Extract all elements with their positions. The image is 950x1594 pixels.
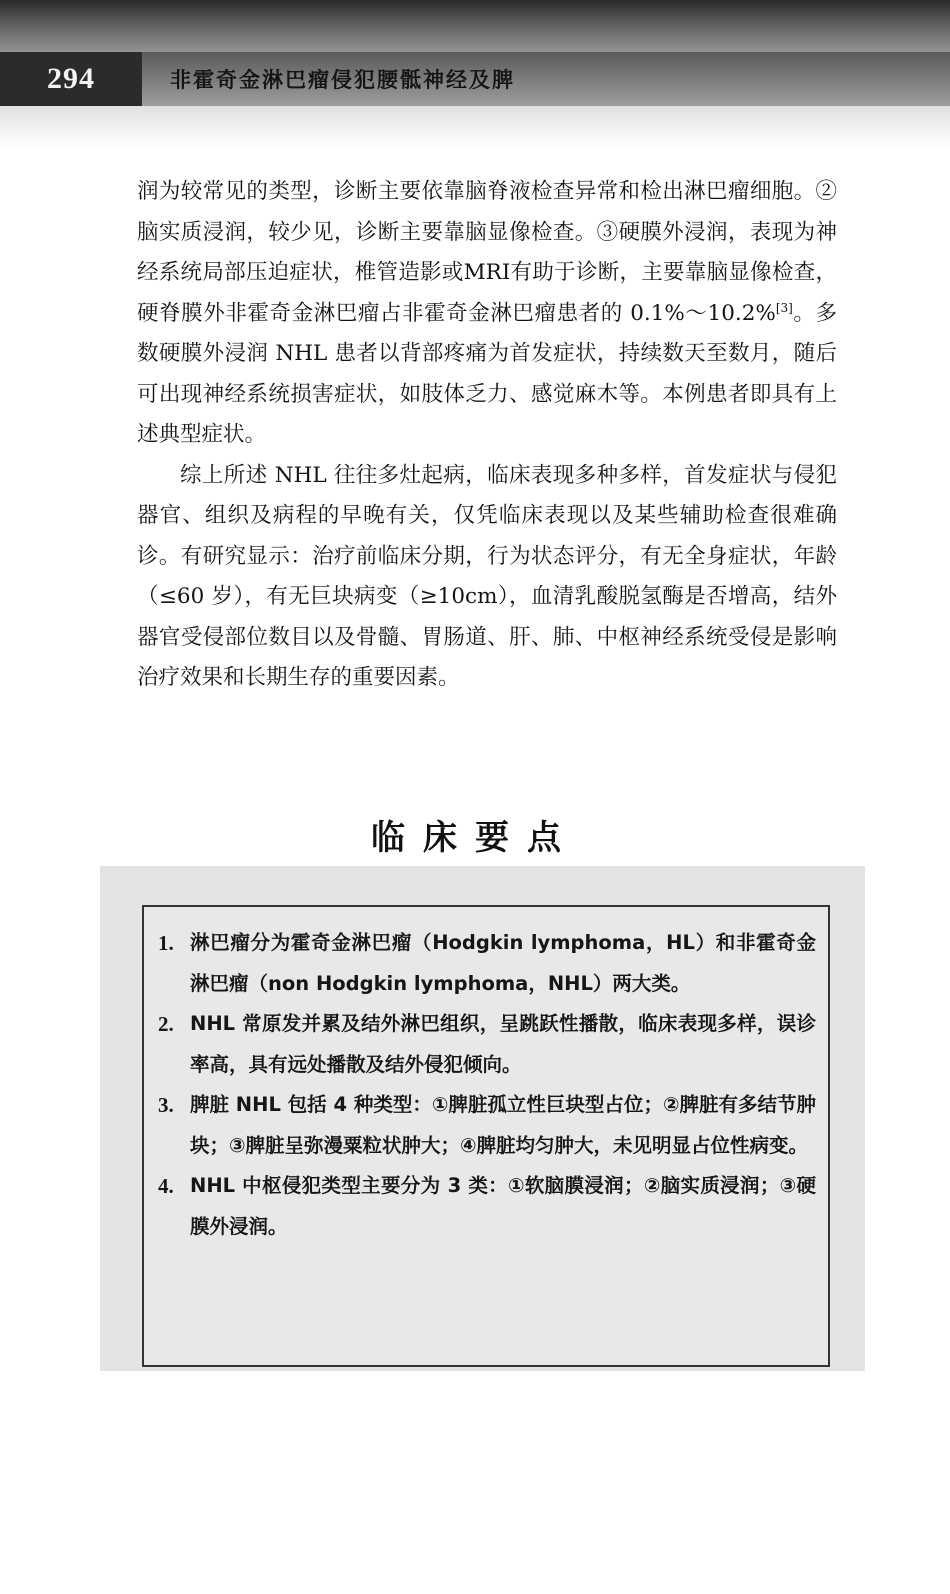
- running-title: 非霍奇金淋巴瘤侵犯腰骶神经及脾: [170, 68, 515, 92]
- paragraph-1: [137, 172, 837, 456]
- key-point-number: 2.: [158, 1012, 174, 1036]
- body-text: [137, 172, 837, 699]
- paragraph-1-text-a: 润为较常见的类型，诊断主要依靠脑脊液检查异常和检出淋巴瘤细胞。②脑实质浸润，较少见，诊断主要靠脑显像检查。③硬膜外浸润，表现为神经系统局部压迫症状，椎管造影或MRI有助于诊断，主要靠脑显像检查，硬脊膜外非霍奇金淋巴瘤占非霍奇金淋巴瘤患者的 0.1%～10.2%: [137, 179, 837, 326]
- key-point-text: 脾脏 NHL 包括 4 种类型：①脾脏孤立性巨块型占位；②脾脏有多结节肿块；③脾脏呈弥漫粟粒状肿大；④脾脏均匀肿大，未见明显占位性病变。: [190, 1093, 816, 1157]
- key-point-text: NHL 中枢侵犯类型主要分为 3 类：①软脑膜浸润；②脑实质浸润；③硬膜外浸润。: [190, 1174, 816, 1238]
- paragraph-2: 综上所述 NHL 往往多灶起病，临床表现多种多样，首发症状与侵犯器官、组织及病程的早晚有关，仅凭临床表现以及某些辅助检查很难确诊。有研究显示：治疗前临床分期，行为状态评分，有无全身症状，年龄（≤60 岁），有无巨块病变（≥10cm），血清乳酸脱氢酶是否增高，结外器官受侵部位数目以及骨髓、胃肠道、肝、肺、中枢神经系统受侵是影响治疗效果和长期生存的重要因素。: [137, 462, 837, 690]
- key-point-text: 淋巴瘤分为霍奇金淋巴瘤（Hodgkin lymphoma，HL）和非霍奇金淋巴瘤（non Hodgkin lymphoma，NHL）两大类。: [190, 931, 816, 995]
- key-point-number: 4.: [158, 1174, 174, 1198]
- citation-ref: [3]: [775, 300, 793, 315]
- key-point-2: [158, 1004, 816, 1085]
- key-point-3: [158, 1085, 816, 1166]
- paragraph-1-text-b: 。多数硬膜外浸润 NHL 患者以背部疼痛为首发症状，持续数天至数月，随后可出现神经系统损害症状，如肢体乏力、感觉麻木等。本例患者即具有上述典型症状。: [137, 300, 837, 447]
- key-point-4: [158, 1166, 816, 1247]
- key-points-list: [158, 923, 816, 1247]
- key-point-number: 3.: [158, 1093, 174, 1117]
- key-point-text: NHL 常原发并累及结外淋巴组织，呈跳跃性播散，临床表现多样，误诊率高，具有远处播散及结外侵犯倾向。: [190, 1012, 816, 1076]
- key-points-box: [142, 905, 830, 1367]
- section-heading: 临床要点: [371, 818, 579, 858]
- key-point-1: [158, 923, 816, 1004]
- page-number: 294: [0, 52, 142, 106]
- key-point-number: 1.: [158, 931, 174, 955]
